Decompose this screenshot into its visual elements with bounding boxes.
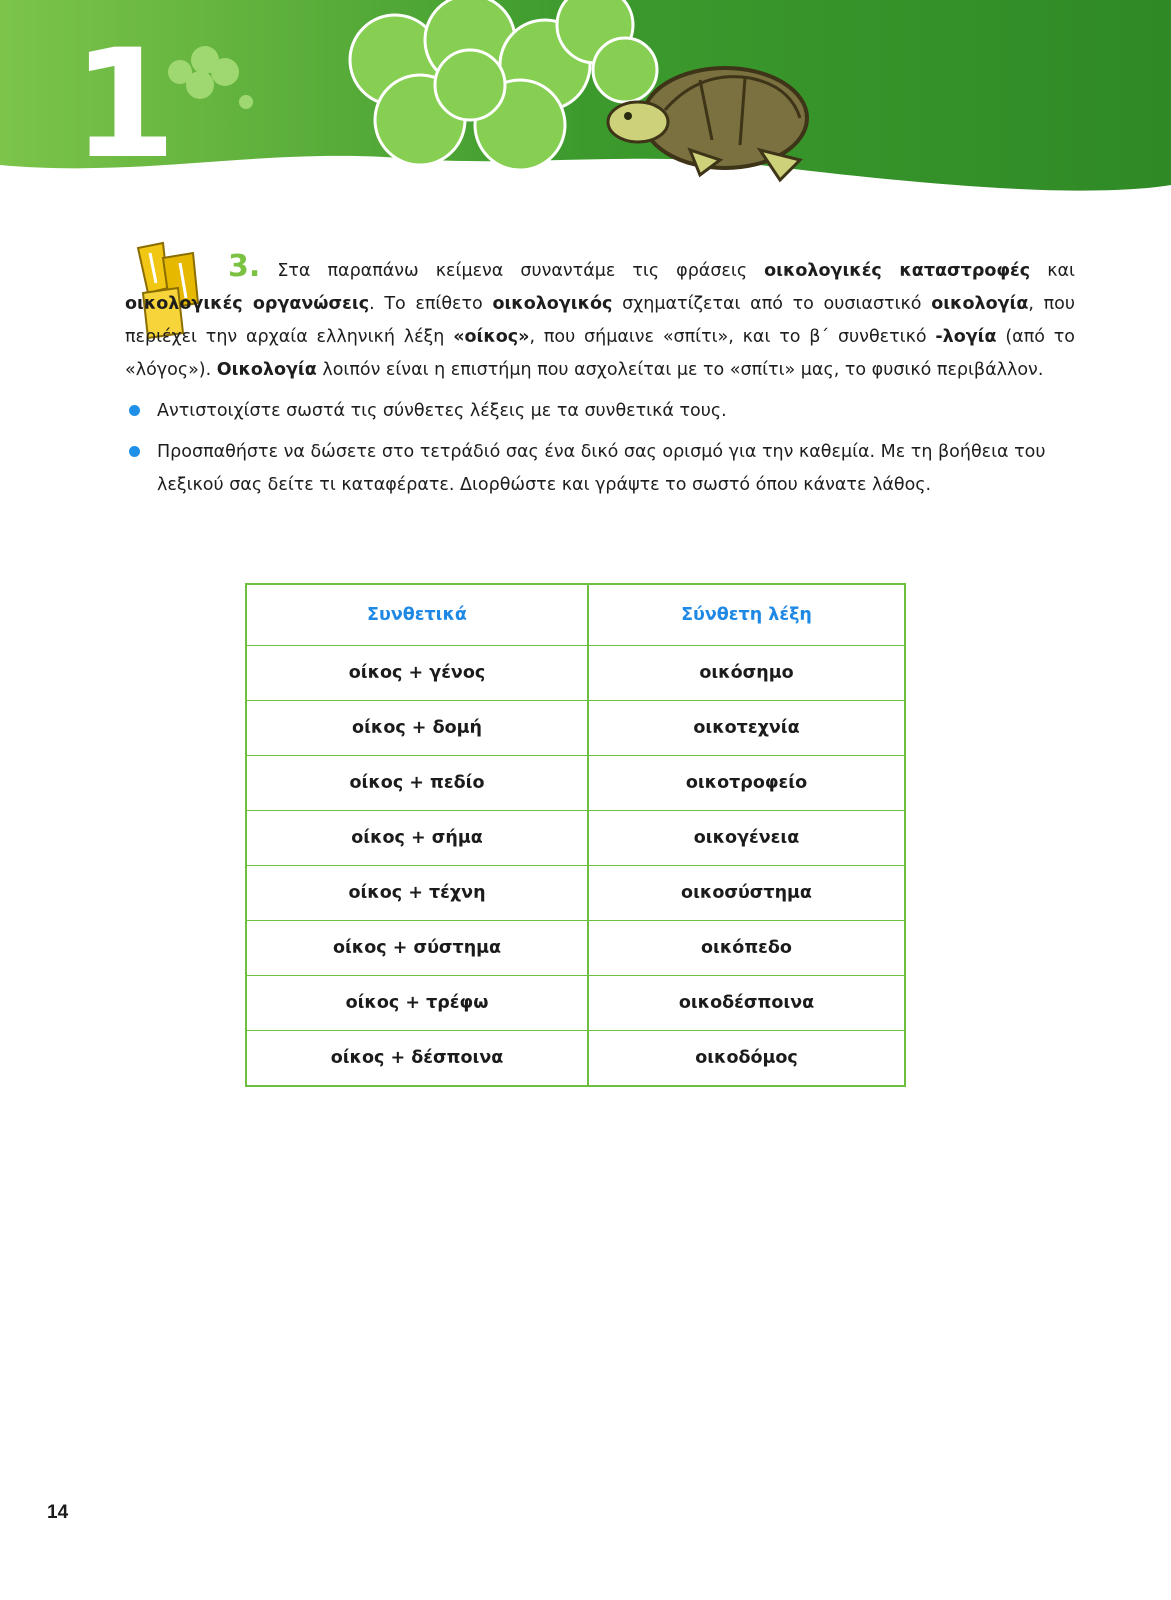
intro-bold: οικολογία [931,294,1029,314]
exercise-number: 3. [228,249,261,284]
table-row [246,1031,905,1087]
compound-cell: οικοτροφείο [588,756,905,811]
intro-bold: οικολογικές καταστροφές [764,261,1031,281]
table-row [246,701,905,756]
intro-bold: Οικολογία [216,360,317,380]
components-cell: οίκος + σύστημα [246,921,588,976]
intro-text: , που περιέχει την αρχαία ελληνική λέξη [125,294,1075,347]
compound-cell: οικοτεχνία [588,701,905,756]
intro-text: , που σήμαινε «σπίτι», και το β΄ συνθετικό [529,327,936,347]
components-cell: οίκος + γένος [246,646,588,701]
exercise-intro [125,250,1075,387]
bullet-icon [129,446,140,457]
compound-cell: οικογένεια [588,811,905,866]
column-header-compound: Σύνθετη λέξη [588,584,905,646]
compound-words-table [245,583,906,1087]
table-row [246,646,905,701]
page-number: 14 [47,1502,69,1523]
compound-cell: οικόπεδο [588,921,905,976]
chapter-number: 1 [72,18,177,192]
intro-bold: οικολογικός [492,294,613,314]
instruction-text: Προσπαθήστε να δώσετε στο τετράδιό σας ένα δικό σας ορισμό για την καθεμία. Με τη βοήθεια του λεξικού σας δείτε τι καταφέρατε. Διορθώστε και γράψτε το σωστό όπου κάνατε λάθος. [157,442,1046,495]
compound-cell: οικοδόμος [695,1048,798,1068]
compound-cell: οικοδέσποινα [588,976,905,1031]
table-header-row [246,584,905,646]
compound-cell: οικοσύστημα [588,866,905,921]
intro-text: λοιπόν είναι η επιστήμη που ασχολείται με το «σπίτι» μας, το φυσικό περιβάλλον. [316,360,1044,380]
compound-cell: οικόσημο [588,646,905,701]
exercise-section [125,250,1075,510]
bullet-icon [129,405,140,416]
components-cell: οίκος + δομή [246,701,588,756]
table-row [246,756,905,811]
components-cell: οίκος + δέσποινα [246,1031,588,1087]
components-cell: οίκος + σήμα [246,811,588,866]
table-row [246,921,905,976]
table-row [246,976,905,1031]
intro-bold: -λογία [935,327,997,347]
table-row [246,811,905,866]
instruction-text: Αντιστοιχίστε σωστά τις σύνθετες λέξεις με τα συνθετικά τους. [157,401,727,421]
intro-bold: «οίκος» [453,327,530,347]
instruction-item [125,436,1075,502]
intro-text: Στα παραπάνω κείμενα συναντάμε τις φράσεις [277,261,765,281]
components-cell: οίκος + τρέφω [246,976,588,1031]
intro-text: και [1030,261,1075,281]
intro-text: . Το επίθετο [369,294,493,314]
components-cell: οίκος + τέχνη [246,866,588,921]
intro-bold: οικολογικές οργανώσεις [125,294,370,314]
components-cell: οίκος + πεδίο [246,756,588,811]
intro-text: σχηματίζεται από το ουσιαστικό [612,294,932,314]
instruction-item [125,395,1075,428]
instruction-list [125,395,1075,502]
intro-text: (από το «λόγος»). [125,327,1075,380]
table-row [246,866,905,921]
column-header-components: Συνθετικά [246,584,588,646]
